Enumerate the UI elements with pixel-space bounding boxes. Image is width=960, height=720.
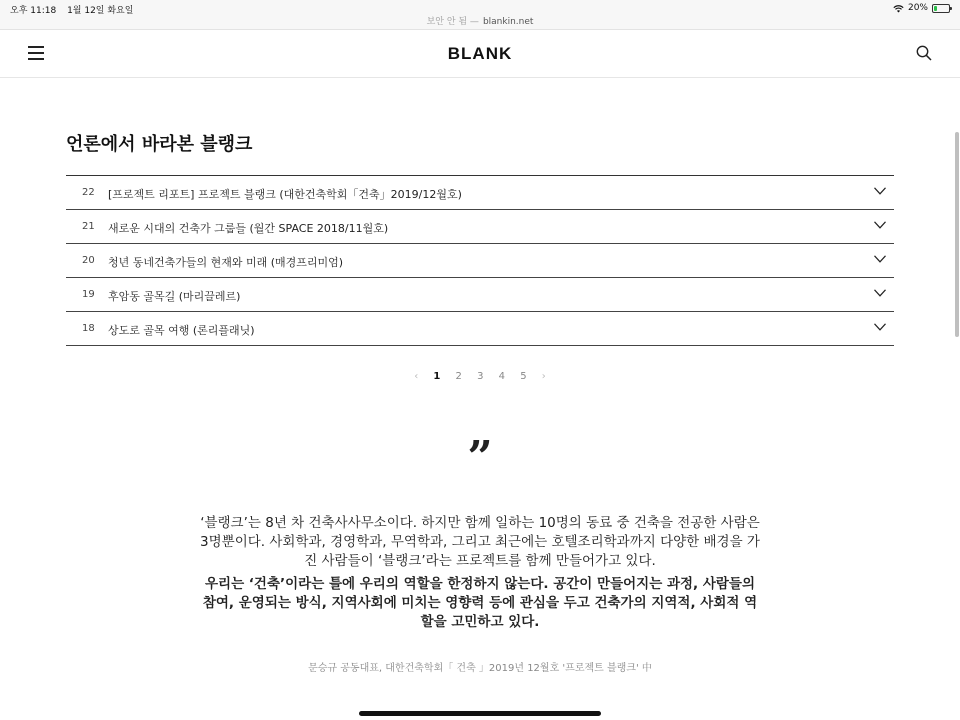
- search-icon[interactable]: [916, 45, 932, 61]
- status-bar: [0, 0, 960, 16]
- page-link-4[interactable]: 4: [498, 371, 506, 382]
- wifi-icon: [893, 4, 904, 13]
- press-item-title: 청년 동네건축가들의 현재와 미래 (매경프리미엄): [108, 256, 344, 269]
- site-header: [0, 31, 960, 78]
- chevron-down-icon[interactable]: [874, 221, 886, 229]
- url-bar[interactable]: [0, 16, 960, 30]
- press-item-number: 20: [82, 255, 95, 266]
- press-item[interactable]: [66, 312, 894, 346]
- page-link-2[interactable]: 2: [455, 371, 462, 382]
- page-link-1[interactable]: 1: [433, 371, 441, 382]
- quote-caption: 문승규 공동대표, 대한건축학회「 건축 」2019년 12월호 '프로젝트 블랭크' 中: [308, 663, 652, 674]
- chevron-down-icon[interactable]: [874, 187, 886, 195]
- battery-level: [934, 6, 937, 11]
- home-indicator[interactable]: [359, 711, 601, 716]
- chevron-down-icon[interactable]: [874, 289, 886, 297]
- site-logo[interactable]: BLANK: [447, 44, 513, 63]
- press-item-number: 19: [82, 289, 95, 300]
- quote-paragraph-2: 우리는 ‘건축’이라는 틀에 우리의 역할을 한정하지 않는다. 공간이 만들어지는 과정, 사람들의 참여, 운영되는 방식, 지역사회에 미치는 영향력 등에 관심을 두고 건축가의 지역적, 사회적 역할을 고민하고 있다.: [202, 576, 758, 630]
- press-item-number: 21: [82, 221, 95, 232]
- chevron-down-icon[interactable]: [874, 323, 886, 331]
- press-item-title: [프로젝트 리포트] 프로젝트 블랭크 (대한건축학회「건축」2019/12월호): [108, 188, 462, 201]
- insecure-label: 보안 안 됨 —: [426, 17, 479, 27]
- section-title: 언론에서 바라본 블랭크: [66, 134, 253, 155]
- status-time: 오후 11:18: [10, 6, 57, 16]
- press-item[interactable]: [66, 278, 894, 312]
- press-item[interactable]: [66, 176, 894, 210]
- press-item[interactable]: [66, 210, 894, 244]
- pagination-prev-button[interactable]: ‹: [414, 371, 419, 382]
- pagination-next-button[interactable]: ›: [541, 371, 546, 382]
- page-scrollbar[interactable]: [955, 132, 959, 337]
- battery-percent: 20%: [907, 3, 928, 13]
- press-item-title: 상도로 골목 여행 (론리플래닛): [108, 324, 255, 337]
- pagination: [0, 371, 960, 382]
- press-item-number: 18: [82, 323, 95, 334]
- press-list: [66, 175, 894, 346]
- status-date: 1월 12일 화요일: [67, 6, 134, 16]
- press-item-title: 새로운 시대의 건축가 그룹들 (월간 SPACE 2018/11월호): [108, 222, 389, 235]
- url-domain: blankin.net: [482, 17, 534, 27]
- quote-paragraph-1: ‘블랭크’는 8년 차 건축사사무소이다. 하지만 함께 일하는 10명의 동료 중 건축을 전공한 사람은 3명뿐이다. 사회학과, 경영학과, 무역학과, 그리고 최근에는 호텔조리학과까지 다양한 배경을 가진 사람들이 ‘블랭크’라는 프로젝트를 함께 만들어가고 있다.: [200, 515, 760, 569]
- press-item[interactable]: [66, 244, 894, 278]
- battery-icon: [932, 4, 950, 13]
- press-item-number: 22: [82, 187, 95, 198]
- press-item-title: 후암동 골목길 (마리끌레르): [108, 290, 241, 303]
- quote-mark-icon: ”: [467, 432, 493, 483]
- chevron-down-icon[interactable]: [874, 255, 886, 263]
- page-link-5[interactable]: 5: [520, 371, 527, 382]
- page-link-3[interactable]: 3: [477, 371, 484, 382]
